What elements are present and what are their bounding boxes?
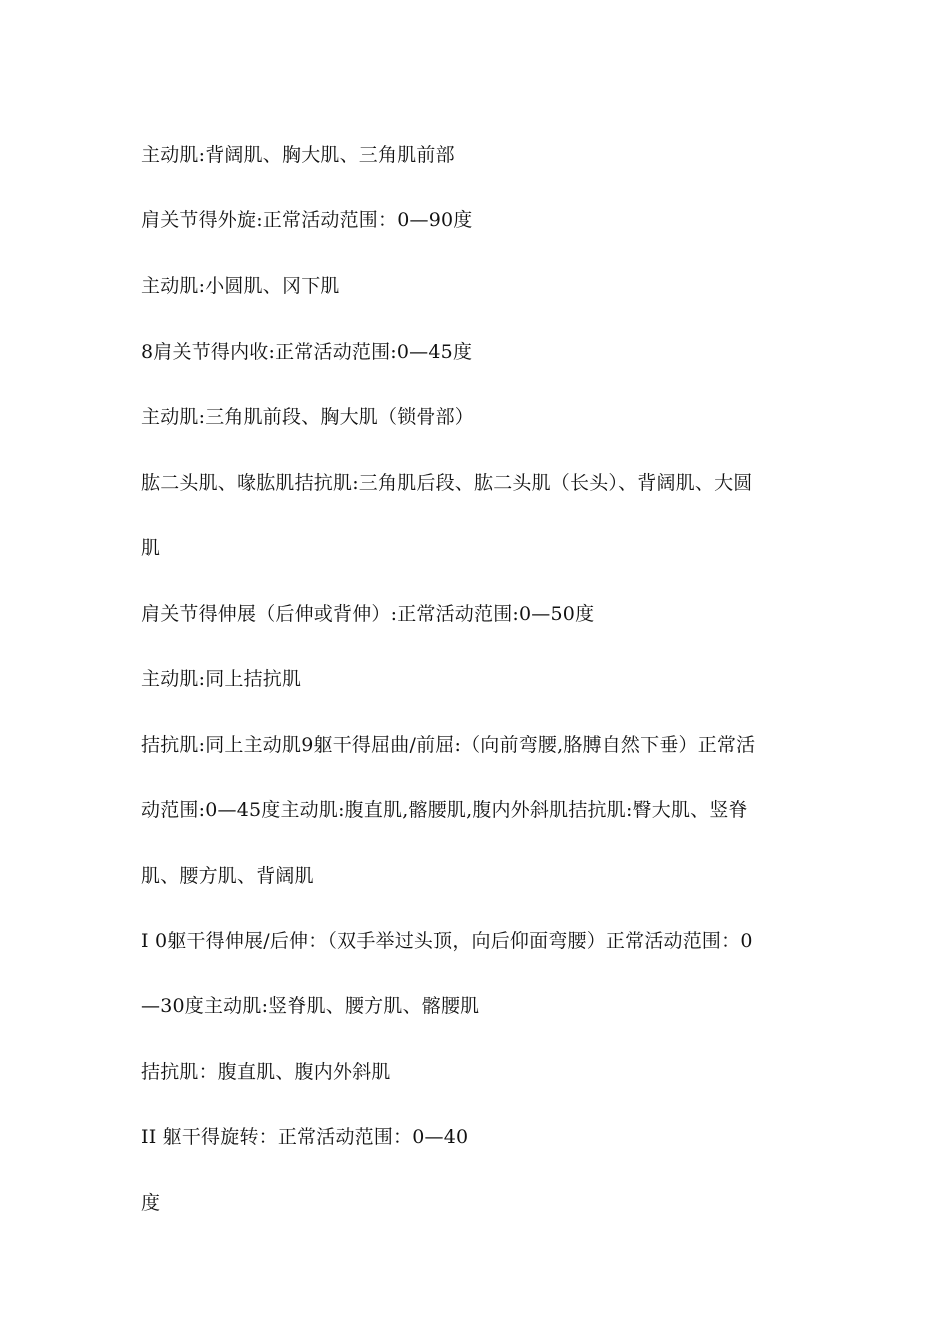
text-line: 度 bbox=[141, 1192, 161, 1214]
text-line: —30度主动肌:竖脊肌、腰方肌、髂腰肌 bbox=[141, 995, 480, 1017]
text-line: 肌 bbox=[141, 537, 161, 559]
text-line: 肱二头肌、喙肱肌拮抗肌:三角肌后段、肱二头肌（长头）、背阔肌、大圆 bbox=[141, 472, 753, 494]
text-line: 肩关节得伸展（后伸或背伸）:正常活动范围:0—50度 bbox=[141, 603, 595, 625]
text-line: 主动肌:小圆肌、冈下肌 bbox=[141, 275, 340, 297]
text-line: 主动肌:背阔肌、胸大肌、三角肌前部 bbox=[141, 144, 455, 166]
text-line: I 0躯干得伸展/后伸：（双手举过头顶，向后仰面弯腰）正常活动范围：0 bbox=[141, 930, 753, 952]
text-line: 主动肌:三角肌前段、胸大肌（锁骨部） bbox=[141, 406, 475, 428]
text-line: 拮抗肌:同上主动肌9躯干得屈曲/前屈:（向前弯腰,胳膊自然下垂）正常活 bbox=[141, 734, 756, 756]
text-line: 拮抗肌：腹直肌、腹内外斜肌 bbox=[141, 1061, 391, 1083]
text-line: 肩关节得外旋:正常活动范围：0—90度 bbox=[141, 209, 473, 231]
text-line: 肌、腰方肌、背阔肌 bbox=[141, 865, 314, 887]
text-line: 8肩关节得内收:正常活动范围:0—45度 bbox=[141, 341, 473, 363]
text-line: 主动肌:同上拮抗肌 bbox=[141, 668, 302, 690]
text-line: II 躯干得旋转：正常活动范围：0—40 bbox=[141, 1126, 469, 1148]
text-line: 动范围:0—45度主动肌:腹直肌,髂腰肌,腹内外斜肌拮抗肌:臀大肌、竖脊 bbox=[141, 799, 748, 821]
